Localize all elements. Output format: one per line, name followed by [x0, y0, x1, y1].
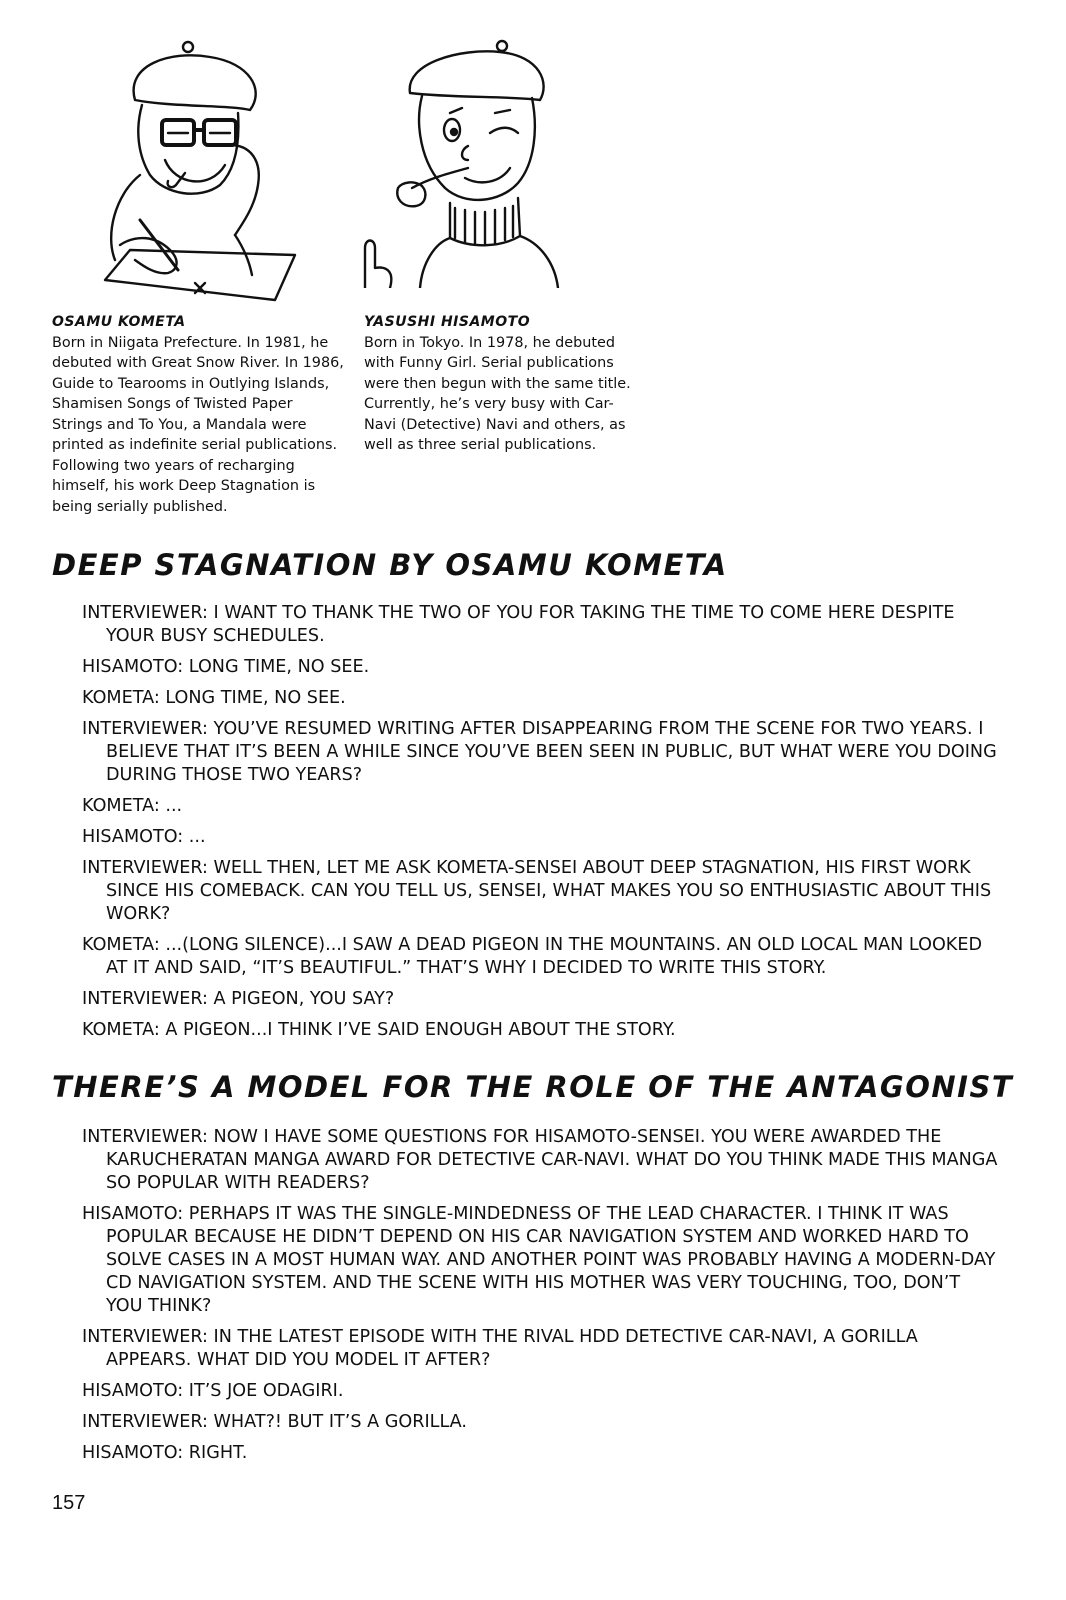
kometa-bio-text: Born in Niigata Prefecture. In 1981, he debuted with Great Snow River. In 1986, Guide to Tearooms in Outlying Islands, Shamisen Songs of Twisted Paper Strings and To You, a Mandala were printed as indefinite serial publications. Following two years of recharging himself, his work Deep Stagnation is being serially published. [52, 334, 344, 515]
dialog-line: INTERVIEWER: I WANT TO THANK THE TWO OF YOU FOR TAKING THE TIME TO COME HERE DESPITE YOUR BUSY SCHEDULES. [82, 603, 955, 646]
dialog-line: HISAMOTO: ... [82, 827, 206, 847]
kometa-bio-block [52, 312, 347, 517]
interview-section-1 [82, 602, 1002, 1050]
hisamoto-bio-text: Born in Tokyo. In 1978, he debuted with Funny Girl. Serial publications were then begun with the same title. Currently, he’s very busy with Car-Navi (Detective) Navi and others, as well as three serial publications. [364, 334, 631, 453]
section-heading-deep-stagnation: DEEP STAGNATION BY OSAMU KOMETA [52, 548, 728, 582]
section-heading-antagonist-model: THERE’S A MODEL FOR THE ROLE OF THE ANTAGONIST [52, 1070, 1014, 1104]
page-number: 157 [52, 1492, 86, 1514]
dialog-line: HISAMOTO: IT’S JOE ODAGIRI. [82, 1381, 344, 1401]
dialog-line: INTERVIEWER: WELL THEN, LET ME ASK KOMETA-SENSEI ABOUT DEEP STAGNATION, HIS FIRST WORK SINCE HIS COMEBACK. CAN YOU TELL US, SENSEI, WHAT MAKES YOU SO ENTHUSIASTIC ABOUT THIS WORK? [82, 858, 992, 924]
kometa-portrait [80, 35, 300, 305]
interview-section-2 [82, 1126, 1002, 1473]
dialog-line: HISAMOTO: LONG TIME, NO SEE. [82, 657, 370, 677]
dialog-line: INTERVIEWER: YOU’VE RESUMED WRITING AFTER DISAPPEARING FROM THE SCENE FOR TWO YEARS. I BELIEVE THAT IT’S BEEN A WHILE SINCE YOU’VE BEEN SEEN IN PUBLIC, BUT WHAT WERE YOU DOING DURING THOSE TWO YEARS? [82, 719, 997, 785]
hisamoto-bio-block [364, 312, 632, 456]
dialog-line: HISAMOTO: RIGHT. [82, 1443, 248, 1463]
dialog-line: INTERVIEWER: NOW I HAVE SOME QUESTIONS FOR HISAMOTO-SENSEI. YOU WERE AWARDED THE KARUCHERATAN MANGA AWARD FOR DETECTIVE CAR-NAVI. WHAT DO YOU THINK MADE THIS MANGA SO POPULAR WITH READERS? [82, 1127, 998, 1193]
dialog-line: INTERVIEWER: IN THE LATEST EPISODE WITH THE RIVAL HDD DETECTIVE CAR-NAVI, A GORILLA APPEARS. WHAT DID YOU MODEL IT AFTER? [82, 1327, 918, 1370]
dialog-line: INTERVIEWER: A PIGEON, YOU SAY? [82, 989, 395, 1009]
dialog-line: KOMETA: A PIGEON...I THINK I’VE SAID ENOUGH ABOUT THE STORY. [82, 1020, 676, 1040]
dialog-line: KOMETA: ...(LONG SILENCE)...I SAW A DEAD PIGEON IN THE MOUNTAINS. AN OLD LOCAL MAN LOOKED AT IT AND SAID, “IT’S BEAUTIFUL.” THAT’S WHY I DECIDED TO WRITE THIS STORY. [82, 935, 983, 978]
dialog-line: INTERVIEWER: WHAT?! BUT IT’S A GORILLA. [82, 1412, 467, 1432]
dialog-line: HISAMOTO: PERHAPS IT WAS THE SINGLE-MINDEDNESS OF THE LEAD CHARACTER. I THINK IT WAS POPULAR BECAUSE HE DIDN’T DEPEND ON HIS CAR NAVIGATION SYSTEM AND WORKED HARD TO SOLVE CASES IN A MOST HUMAN WAY. AND ANOTHER POINT WAS PROBABLY HAVING A MODERN-DAY CD NAVIGATION SYSTEM. AND THE SCENE WITH HIS MOTHER WAS VERY TOUCHING, TOO, DON’T YOU THINK? [82, 1204, 996, 1316]
hisamoto-portrait [350, 38, 565, 288]
kometa-name: OSAMU KOMETA [52, 314, 186, 330]
dialog-line: KOMETA: ... [82, 796, 183, 816]
hisamoto-name: YASUSHI HISAMOTO [364, 314, 531, 330]
dialog-line: KOMETA: LONG TIME, NO SEE. [82, 688, 346, 708]
